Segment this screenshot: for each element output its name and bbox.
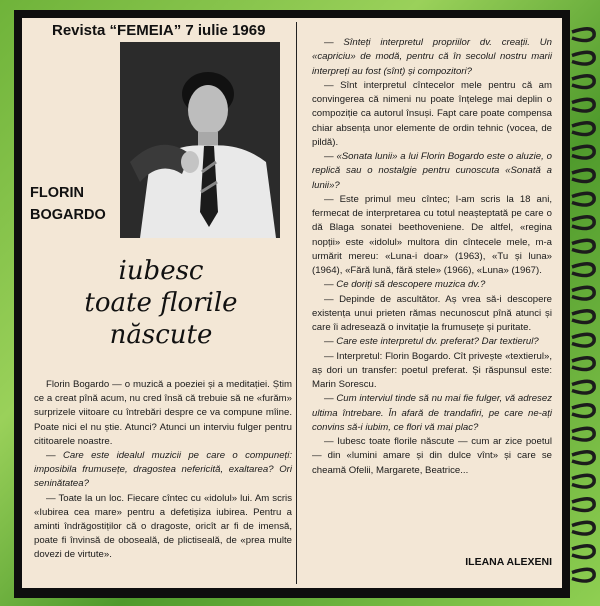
intro-text [34,378,292,563]
binding-ring [572,287,594,299]
interview-question: — «Sonata lunii» a lui Florin Bogardo este o aluzie, o replică sau o nostalgie pentru cunoscuta «Sonată a lunii»? [312,151,552,191]
interviewee-first-name: FLORIN [30,185,84,201]
binding-ring [572,358,594,370]
binding-ring [572,334,594,346]
interview-answer: — Iubesc toate florile născute — cum ar zice poetul — din «lumini amare și din dulce vînt» și care se cheamă Ofelii, Margarete, Beatrice... [312,436,552,476]
binding-ring [572,170,594,182]
headline-line: iubesc [118,256,204,286]
portrait-illustration [120,42,280,238]
binding-ring [572,29,594,41]
article-signature: ILEANA ALEXENI [465,556,552,568]
binding-ring [572,76,594,88]
binding-ring [572,146,594,158]
binding-ring [572,123,594,135]
interview-question: — Cum interviul tinde să nu mai fie fulger, vă adresez ultima întrebare. În afară de trandafiri, pe care ne-ați convins să-i iubim, ce flori vă mai plac? [312,393,552,433]
binding-ring [572,99,594,111]
interview-question: — Ce doriți să descopere muzica dv.? [324,279,486,291]
binding-ring [572,428,594,440]
binding-ring [572,499,594,511]
binding-ring [572,475,594,487]
interview-question: — Care este idealul muzicii pe care o compuneți: imposibila frumusețe, dragostea nefericită, exaltarea? Ori seninătatea? [34,450,292,490]
interview-question: — Sînteți interpretul propriilor dv. creații. Un «capriciu» de modă, pentru că în secolul nostru marii interpreți au fost (sînt) și compozitori? [312,37,552,77]
binding-ring [572,52,594,64]
binding-ring [572,381,594,393]
headline-line: toate florile [84,288,238,318]
binding-ring [572,452,594,464]
interview-question: — Care este interpretul dv. preferat? Dar textierul? [324,336,539,348]
interview-answer: — Sînt interpretul cîntecelor mele pentru că am convingerea că nimeni nu poate înțelege mai deplin o compoziție ca autorul însuși. Fapt care poate compensa chiar absența unor elemente de ordin tehnic (vocea, de pildă). [312,79,552,148]
spiral-binding-rings [570,22,600,592]
headline-line: născute [109,320,213,350]
intro-paragraph: Florin Bogardo — o muzică a poeziei și a meditației. Știm ce a creat pînă acum, nu cred însă că trebuie să ne «furăm» surprizele viitoare cu întrebări despre ce va compune mîine. Poate nici el nu știe. Atunci? Atunci un interviu fulger pentru cititoarele noastre. [34,379,292,447]
binding-ring [572,546,594,558]
interview-answer: — Este primul meu cîntec; l-am scris la 18 ani, fermecat de interpretarea cu totul neașteptată pe care o dă Blaga sonatei beethoveniene. De altfel, «regina nopții» este «idolul» multora din cîntecele mele, m-a urmărit mereu: «Luna-i doar» (1963), «Tu și luna» (1964), «Fără lună, fără stele» (1966), «Luna» (1967). [312,193,552,276]
binding-ring [572,217,594,229]
author-photo [120,42,280,238]
binding-ring [572,569,594,581]
binding-ring [572,240,594,252]
right-column-text [312,36,552,478]
interview-answer: — Interpretul: Florin Bogardo. Cît privește «textierul», aș dori un transfer: poetul preferat. Și răspunsul este: Marin Sorescu. [312,350,552,390]
binding-ring [572,264,594,276]
interviewee-last-name: BOGARDO [30,207,106,223]
binding-ring [572,193,594,205]
interviewee-name [30,182,120,226]
binding-ring [572,522,594,534]
interview-answer: — Depinde de ascultător. Aș vrea să-i descopere existența unui prieten rămas necunoscut pînă atunci și care îi adresează o invitație la frumusețe și puritate. [312,293,552,333]
interview-answer: — Toate la un loc. Fiecare cîntec cu «idolul» lui. Am scris «Iubirea cea mare» pentru a defetișiza iubirea. Pentru a aminti îndrăgostiților că o dragoste, oricît ar fi de imensă, poate fi învinsă de oboseală, de plictiseală, de «prea multe dovezi de virtute». [34,492,292,561]
article-headline [30,255,292,351]
magazine-source-title: Revista “FEMEIA” 7 iulie 1969 [52,22,266,39]
binding-ring [572,405,594,417]
binding-ring [572,311,594,323]
